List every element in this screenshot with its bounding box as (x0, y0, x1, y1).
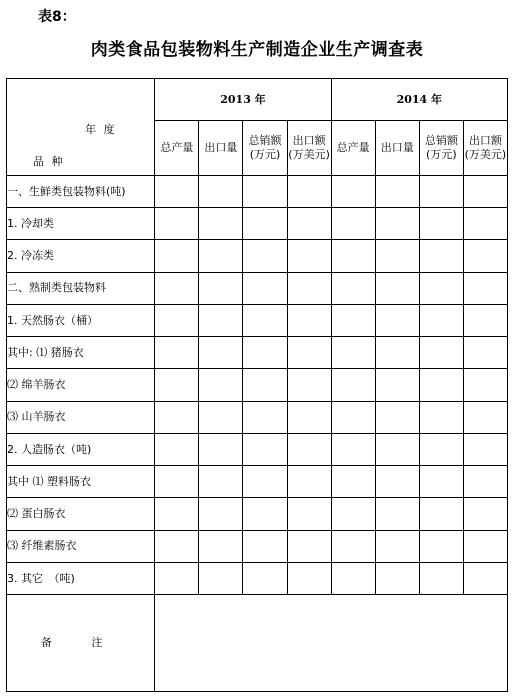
column-header-text: (万美元) (288, 148, 330, 162)
data-cell[interactable] (243, 369, 287, 401)
column-header-total-output-2013 (155, 121, 199, 175)
table-number-label: 表8： (38, 9, 76, 25)
data-cell[interactable] (243, 175, 287, 207)
data-cell[interactable] (375, 433, 419, 465)
data-cell[interactable] (155, 401, 199, 433)
data-cell[interactable] (419, 208, 463, 240)
row-label: ⑶ 纤维素肠衣 (7, 530, 155, 562)
row-label: ⑵ 蛋白肠衣 (7, 498, 155, 530)
column-header-total-output-2014 (331, 121, 375, 175)
data-cell[interactable] (243, 304, 287, 336)
data-cell[interactable] (331, 240, 375, 272)
data-cell[interactable] (287, 175, 331, 207)
data-cell[interactable] (155, 240, 199, 272)
column-header-export-volume-2013 (199, 121, 243, 175)
row-label: 2. 人造肠衣（吨) (7, 433, 155, 465)
column-header-total-sales-2014 (419, 121, 463, 175)
data-cell[interactable] (331, 562, 375, 594)
column-header-text: 总销额 (248, 134, 282, 148)
data-cell[interactable] (199, 401, 243, 433)
column-header-text: (万元) (426, 148, 457, 162)
data-cell[interactable] (287, 337, 331, 369)
production-survey-table (6, 78, 508, 692)
table-row (7, 466, 508, 498)
table-row (7, 304, 508, 336)
data-cell[interactable] (375, 304, 419, 336)
document-title: 肉类食品包装物料生产制造企业生产调查表 (90, 40, 424, 60)
data-cell[interactable] (287, 530, 331, 562)
data-cell[interactable] (419, 304, 463, 336)
table-row (7, 433, 508, 465)
row-label: 一、生鲜类包装物料(吨) (7, 175, 155, 207)
row-label: 其中: ⑴ 猪肠衣 (7, 337, 155, 369)
column-header-text: (万美元) (464, 148, 507, 162)
column-header-text: 总销额 (424, 134, 458, 148)
data-cell[interactable] (243, 272, 287, 304)
data-cell[interactable] (331, 498, 375, 530)
data-cell[interactable] (243, 530, 287, 562)
column-header-text: 出口额 (292, 134, 326, 148)
data-cell[interactable] (287, 272, 331, 304)
column-header-text: (万元) (249, 148, 281, 162)
header-row-years (7, 79, 508, 121)
year-axis-label: 年 度 (85, 123, 117, 136)
column-header-text: 出口额 (468, 134, 502, 148)
data-cell[interactable] (199, 498, 243, 530)
table-row (7, 530, 508, 562)
data-cell[interactable] (375, 208, 419, 240)
data-cell[interactable] (331, 272, 375, 304)
data-cell[interactable] (463, 433, 507, 465)
data-cell[interactable] (375, 498, 419, 530)
data-cell[interactable] (243, 240, 287, 272)
data-cell[interactable] (419, 175, 463, 207)
table-row (7, 337, 508, 369)
data-cell[interactable] (419, 369, 463, 401)
table-row (7, 401, 508, 433)
remarks-cell[interactable] (155, 595, 508, 692)
column-header-export-value-2013 (287, 121, 331, 175)
data-cell[interactable] (287, 433, 331, 465)
data-cell[interactable] (375, 530, 419, 562)
column-header-text: 总产量 (160, 141, 194, 155)
row-label: ⑶ 山羊肠衣 (7, 401, 155, 433)
column-header-export-value-2014 (463, 121, 507, 175)
row-label: 其中 ⑴ 塑料肠衣 (7, 466, 155, 498)
data-cell[interactable] (287, 466, 331, 498)
data-cell[interactable] (419, 337, 463, 369)
data-cell[interactable] (463, 466, 507, 498)
data-cell[interactable] (243, 498, 287, 530)
data-cell[interactable] (375, 562, 419, 594)
data-cell[interactable] (375, 369, 419, 401)
table-row (7, 175, 508, 207)
data-cell[interactable] (199, 272, 243, 304)
data-cell[interactable] (155, 337, 199, 369)
data-cell[interactable] (155, 433, 199, 465)
data-cell[interactable] (287, 208, 331, 240)
data-cell[interactable] (287, 304, 331, 336)
column-header-text: 出口量 (204, 141, 238, 155)
column-header-text: 出口量 (380, 141, 414, 155)
table-row (7, 240, 508, 272)
data-cell[interactable] (419, 466, 463, 498)
data-cell[interactable] (287, 401, 331, 433)
data-cell[interactable] (243, 433, 287, 465)
data-cell[interactable] (199, 337, 243, 369)
data-cell[interactable] (155, 175, 199, 207)
data-cell[interactable] (243, 401, 287, 433)
data-cell[interactable] (331, 530, 375, 562)
data-cell[interactable] (331, 466, 375, 498)
data-cell[interactable] (463, 498, 507, 530)
data-cell[interactable] (419, 433, 463, 465)
row-label: 2. 冷冻类 (7, 240, 155, 272)
remarks-row (7, 595, 508, 692)
data-cell[interactable] (199, 562, 243, 594)
data-cell[interactable] (331, 304, 375, 336)
data-cell[interactable] (287, 562, 331, 594)
header-corner-cell (7, 79, 155, 176)
data-cell[interactable] (155, 530, 199, 562)
data-cell[interactable] (375, 466, 419, 498)
data-cell[interactable] (463, 304, 507, 336)
data-cell[interactable] (419, 272, 463, 304)
data-cell[interactable] (463, 337, 507, 369)
data-cell[interactable] (287, 240, 331, 272)
data-cell[interactable] (199, 208, 243, 240)
data-cell[interactable] (155, 498, 199, 530)
table-row (7, 208, 508, 240)
table-row (7, 272, 508, 304)
data-cell[interactable] (199, 433, 243, 465)
data-cell[interactable] (155, 466, 199, 498)
data-cell[interactable] (375, 240, 419, 272)
data-cell[interactable] (331, 175, 375, 207)
row-label: ⑵ 绵羊肠衣 (7, 369, 155, 401)
data-cell[interactable] (155, 304, 199, 336)
data-cell[interactable] (331, 401, 375, 433)
data-cell[interactable] (155, 562, 199, 594)
data-cell[interactable] (199, 369, 243, 401)
data-cell[interactable] (199, 530, 243, 562)
row-label: 二、熟制类包装物料 (7, 272, 155, 304)
data-cell[interactable] (463, 530, 507, 562)
data-cell[interactable] (463, 208, 507, 240)
variety-axis-label: 品 种 (33, 155, 65, 168)
data-cell[interactable] (331, 433, 375, 465)
data-cell[interactable] (331, 369, 375, 401)
data-cell[interactable] (243, 337, 287, 369)
column-header-total-sales-2013 (243, 121, 287, 175)
data-cell[interactable] (375, 401, 419, 433)
data-cell[interactable] (463, 175, 507, 207)
year-header-2014: 2014 年 (331, 79, 507, 121)
data-cell[interactable] (287, 498, 331, 530)
data-cell[interactable] (199, 175, 243, 207)
data-cell[interactable] (243, 562, 287, 594)
data-cell[interactable] (243, 208, 287, 240)
data-cell[interactable] (463, 369, 507, 401)
data-cell[interactable] (375, 272, 419, 304)
row-label: 1. 冷却类 (7, 208, 155, 240)
data-cell[interactable] (419, 240, 463, 272)
data-cell[interactable] (331, 337, 375, 369)
data-cell[interactable] (463, 562, 507, 594)
data-cell[interactable] (155, 272, 199, 304)
data-cell[interactable] (199, 240, 243, 272)
row-label: 3. 其它 （吨) (7, 562, 155, 594)
table-row (7, 562, 508, 594)
data-cell[interactable] (419, 562, 463, 594)
row-label: 1. 天然肠衣（桶） (7, 304, 155, 336)
data-cell[interactable] (463, 401, 507, 433)
column-header-export-volume-2014 (375, 121, 419, 175)
table-row (7, 369, 508, 401)
table-row (7, 498, 508, 530)
data-cell[interactable] (375, 175, 419, 207)
year-header-2013: 2013 年 (155, 79, 331, 121)
column-header-text: 总产量 (336, 141, 370, 155)
data-cell[interactable] (463, 272, 507, 304)
data-cell[interactable] (331, 208, 375, 240)
data-cell[interactable] (375, 337, 419, 369)
data-cell[interactable] (463, 240, 507, 272)
data-cell[interactable] (287, 369, 331, 401)
data-cell[interactable] (419, 530, 463, 562)
data-cell[interactable] (419, 401, 463, 433)
data-cell[interactable] (155, 208, 199, 240)
data-cell[interactable] (243, 466, 287, 498)
data-cell[interactable] (419, 498, 463, 530)
data-cell[interactable] (199, 304, 243, 336)
remarks-label: 备 注 (7, 595, 155, 692)
data-cell[interactable] (199, 466, 243, 498)
data-cell[interactable] (155, 369, 199, 401)
